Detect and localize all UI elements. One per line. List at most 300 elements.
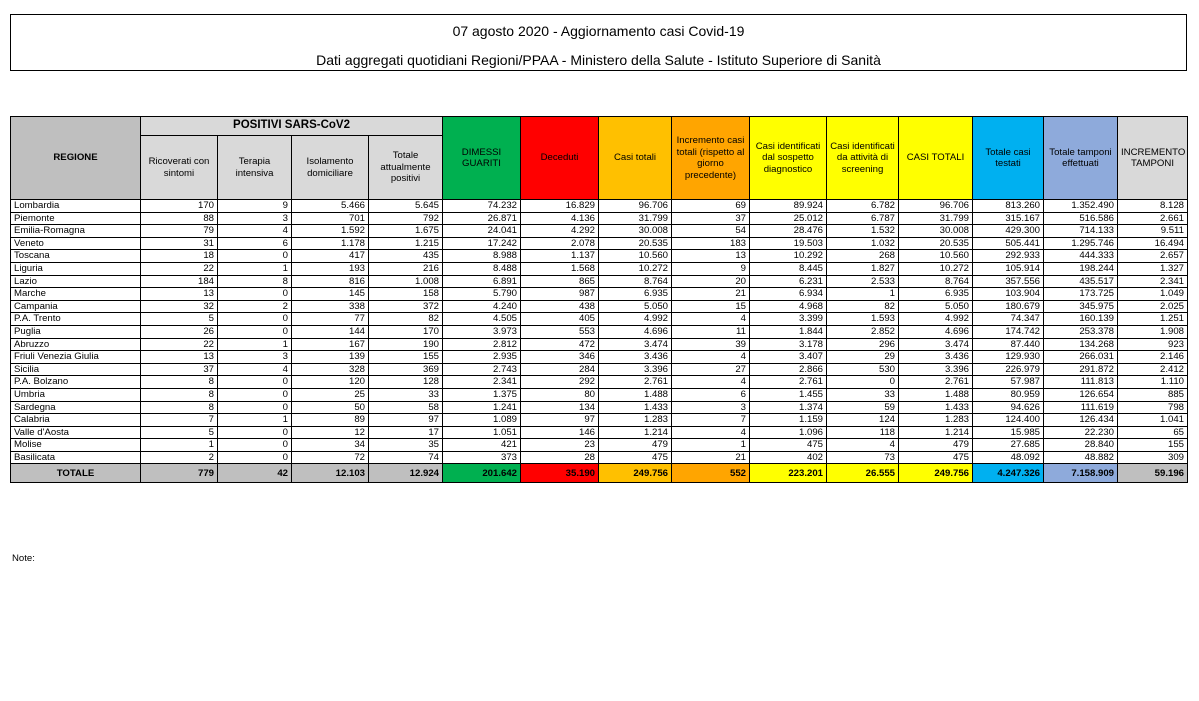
value-cell: 923 xyxy=(1118,338,1188,351)
value-cell: 8 xyxy=(218,275,292,288)
value-cell: 2.533 xyxy=(827,275,899,288)
value-cell: 59 xyxy=(827,401,899,414)
col-header-regione: REGIONE xyxy=(11,117,141,200)
value-cell: 22.230 xyxy=(1044,426,1118,439)
value-cell: 987 xyxy=(521,288,599,301)
value-cell: 37 xyxy=(672,212,750,225)
value-cell: 1.488 xyxy=(599,388,672,401)
value-cell: 10.560 xyxy=(899,250,973,263)
value-cell: 530 xyxy=(827,363,899,376)
value-cell: 17.242 xyxy=(443,237,521,250)
value-cell: 1.433 xyxy=(899,401,973,414)
value-cell: 253.378 xyxy=(1044,325,1118,338)
table-row xyxy=(11,212,1188,225)
value-cell: 26 xyxy=(141,325,218,338)
value-cell: 105.914 xyxy=(973,262,1044,275)
value-cell: 6.935 xyxy=(599,288,672,301)
value-cell: 435.517 xyxy=(1044,275,1118,288)
value-cell: 296 xyxy=(827,338,899,351)
value-cell: 4 xyxy=(672,426,750,439)
value-cell: 9 xyxy=(218,200,292,213)
value-cell: 174.742 xyxy=(973,325,1044,338)
value-cell: 346 xyxy=(521,351,599,364)
value-cell: 10.292 xyxy=(750,250,827,263)
value-cell: 1.110 xyxy=(1118,376,1188,389)
value-cell: 1.096 xyxy=(750,426,827,439)
table-row xyxy=(11,325,1188,338)
note-label: Note: xyxy=(12,553,35,564)
value-cell: 516.586 xyxy=(1044,212,1118,225)
value-cell: 5.645 xyxy=(369,200,443,213)
value-cell: 19.503 xyxy=(750,237,827,250)
col-header-casi-totali-upper: CASI TOTALI xyxy=(899,117,973,200)
value-cell: 2.341 xyxy=(443,376,521,389)
table-row xyxy=(11,363,1188,376)
value-cell: 134.268 xyxy=(1044,338,1118,351)
region-name-cell: Umbria xyxy=(11,388,141,401)
value-cell: 373 xyxy=(443,451,521,464)
value-cell: 1.532 xyxy=(827,225,899,238)
value-cell: 50 xyxy=(292,401,369,414)
table-row xyxy=(11,262,1188,275)
value-cell: 8.764 xyxy=(599,275,672,288)
table-row xyxy=(11,414,1188,427)
value-cell: 0 xyxy=(218,376,292,389)
value-cell: 1.214 xyxy=(899,426,973,439)
region-name-cell: Friuli Venezia Giulia xyxy=(11,351,141,364)
value-cell: 184 xyxy=(141,275,218,288)
value-cell: 553 xyxy=(521,325,599,338)
value-cell: 4.968 xyxy=(750,300,827,313)
value-cell: 813.260 xyxy=(973,200,1044,213)
value-cell: 33 xyxy=(369,388,443,401)
value-cell: 292 xyxy=(521,376,599,389)
value-cell: 4.136 xyxy=(521,212,599,225)
value-cell: 80.959 xyxy=(973,388,1044,401)
value-cell: 58 xyxy=(369,401,443,414)
region-name-cell: Toscana xyxy=(11,250,141,263)
value-cell: 3.399 xyxy=(750,313,827,326)
value-cell: 479 xyxy=(899,439,973,452)
value-cell: 8.128 xyxy=(1118,200,1188,213)
value-cell: 4 xyxy=(218,363,292,376)
value-cell: 1.214 xyxy=(599,426,672,439)
table-row xyxy=(11,338,1188,351)
value-cell: 25 xyxy=(292,388,369,401)
value-cell: 2 xyxy=(218,300,292,313)
covid-data-table xyxy=(10,116,1188,483)
value-cell: 160.139 xyxy=(1044,313,1118,326)
value-cell: 69 xyxy=(672,200,750,213)
value-cell: 27 xyxy=(672,363,750,376)
value-cell: 1.908 xyxy=(1118,325,1188,338)
value-cell: 2.146 xyxy=(1118,351,1188,364)
value-cell: 475 xyxy=(750,439,827,452)
value-cell: 5.050 xyxy=(599,300,672,313)
value-cell: 1.241 xyxy=(443,401,521,414)
col-header-sospetto-diagnostico: Casi identificati dal sospetto diagnostico xyxy=(750,117,827,200)
value-cell: 1.283 xyxy=(599,414,672,427)
value-cell: 714.133 xyxy=(1044,225,1118,238)
value-cell: 3.436 xyxy=(599,351,672,364)
value-cell: 479 xyxy=(599,439,672,452)
value-cell: 1.137 xyxy=(521,250,599,263)
region-name-cell: Lazio xyxy=(11,275,141,288)
value-cell: 1 xyxy=(141,439,218,452)
value-cell: 9 xyxy=(672,262,750,275)
total-value-cell: 249.756 xyxy=(599,464,672,483)
report-title-box xyxy=(10,14,1187,71)
total-value-cell: 223.201 xyxy=(750,464,827,483)
value-cell: 372 xyxy=(369,300,443,313)
value-cell: 89 xyxy=(292,414,369,427)
total-value-cell: 26.555 xyxy=(827,464,899,483)
value-cell: 77 xyxy=(292,313,369,326)
value-cell: 74 xyxy=(369,451,443,464)
value-cell: 126.434 xyxy=(1044,414,1118,427)
value-cell: 328 xyxy=(292,363,369,376)
value-cell: 2.866 xyxy=(750,363,827,376)
value-cell: 8.445 xyxy=(750,262,827,275)
totals-label: TOTALE xyxy=(11,464,141,483)
value-cell: 5.466 xyxy=(292,200,369,213)
value-cell: 145 xyxy=(292,288,369,301)
value-cell: 22 xyxy=(141,262,218,275)
value-cell: 10.272 xyxy=(599,262,672,275)
value-cell: 1 xyxy=(218,262,292,275)
value-cell: 1.352.490 xyxy=(1044,200,1118,213)
value-cell: 284 xyxy=(521,363,599,376)
total-value-cell: 201.642 xyxy=(443,464,521,483)
value-cell: 9.511 xyxy=(1118,225,1188,238)
value-cell: 1.568 xyxy=(521,262,599,275)
value-cell: 33 xyxy=(827,388,899,401)
value-cell: 1.159 xyxy=(750,414,827,427)
value-cell: 475 xyxy=(599,451,672,464)
value-cell: 4.292 xyxy=(521,225,599,238)
value-cell: 2.761 xyxy=(899,376,973,389)
value-cell: 18 xyxy=(141,250,218,263)
value-cell: 2.743 xyxy=(443,363,521,376)
value-cell: 0 xyxy=(218,250,292,263)
table-row xyxy=(11,275,1188,288)
value-cell: 3.474 xyxy=(599,338,672,351)
region-name-cell: P.A. Trento xyxy=(11,313,141,326)
value-cell: 20 xyxy=(672,275,750,288)
value-cell: 1.488 xyxy=(899,388,973,401)
value-cell: 292.933 xyxy=(973,250,1044,263)
region-name-cell: Calabria xyxy=(11,414,141,427)
region-name-cell: Basilicata xyxy=(11,451,141,464)
value-cell: 3 xyxy=(218,212,292,225)
value-cell: 118 xyxy=(827,426,899,439)
value-cell: 4 xyxy=(672,313,750,326)
table-row xyxy=(11,451,1188,464)
value-cell: 1.374 xyxy=(750,401,827,414)
value-cell: 57.987 xyxy=(973,376,1044,389)
value-cell: 79 xyxy=(141,225,218,238)
value-cell: 2.412 xyxy=(1118,363,1188,376)
col-header-incremento-casi: Incremento casi totali (rispetto al giorno precedente) xyxy=(672,117,750,200)
value-cell: 190 xyxy=(369,338,443,351)
total-value-cell: 12.103 xyxy=(292,464,369,483)
value-cell: 87.440 xyxy=(973,338,1044,351)
value-cell: 8 xyxy=(141,388,218,401)
value-cell: 23 xyxy=(521,439,599,452)
value-cell: 1.295.746 xyxy=(1044,237,1118,250)
value-cell: 48.092 xyxy=(973,451,1044,464)
value-cell: 8 xyxy=(141,401,218,414)
value-cell: 3.178 xyxy=(750,338,827,351)
value-cell: 291.872 xyxy=(1044,363,1118,376)
value-cell: 21 xyxy=(672,451,750,464)
total-value-cell: 7.158.909 xyxy=(1044,464,1118,483)
total-value-cell: 249.756 xyxy=(899,464,973,483)
value-cell: 798 xyxy=(1118,401,1188,414)
value-cell: 180.679 xyxy=(973,300,1044,313)
value-cell: 134 xyxy=(521,401,599,414)
value-cell: 0 xyxy=(218,426,292,439)
value-cell: 2.761 xyxy=(599,376,672,389)
value-cell: 345.975 xyxy=(1044,300,1118,313)
value-cell: 3.474 xyxy=(899,338,973,351)
value-cell: 170 xyxy=(369,325,443,338)
value-cell: 268 xyxy=(827,250,899,263)
value-cell: 24.041 xyxy=(443,225,521,238)
value-cell: 11 xyxy=(672,325,750,338)
value-cell: 16.829 xyxy=(521,200,599,213)
value-cell: 28 xyxy=(521,451,599,464)
value-cell: 2.812 xyxy=(443,338,521,351)
value-cell: 1.375 xyxy=(443,388,521,401)
value-cell: 5 xyxy=(141,313,218,326)
value-cell: 73 xyxy=(827,451,899,464)
region-name-cell: Campania xyxy=(11,300,141,313)
value-cell: 792 xyxy=(369,212,443,225)
value-cell: 26.871 xyxy=(443,212,521,225)
value-cell: 1.041 xyxy=(1118,414,1188,427)
value-cell: 48.882 xyxy=(1044,451,1118,464)
value-cell: 0 xyxy=(218,439,292,452)
value-cell: 16.494 xyxy=(1118,237,1188,250)
value-cell: 21 xyxy=(672,288,750,301)
table-row xyxy=(11,388,1188,401)
value-cell: 0 xyxy=(218,325,292,338)
value-cell: 4.696 xyxy=(599,325,672,338)
value-cell: 226.979 xyxy=(973,363,1044,376)
table-row xyxy=(11,313,1188,326)
value-cell: 3.396 xyxy=(899,363,973,376)
value-cell: 4 xyxy=(672,376,750,389)
value-cell: 13 xyxy=(141,351,218,364)
total-value-cell: 4.247.326 xyxy=(973,464,1044,483)
value-cell: 2.852 xyxy=(827,325,899,338)
col-header-casi-testati: Totale casi testati xyxy=(973,117,1044,200)
value-cell: 10.560 xyxy=(599,250,672,263)
total-value-cell: 42 xyxy=(218,464,292,483)
value-cell: 816 xyxy=(292,275,369,288)
value-cell: 89.924 xyxy=(750,200,827,213)
value-cell: 8 xyxy=(141,376,218,389)
total-value-cell: 779 xyxy=(141,464,218,483)
value-cell: 4.696 xyxy=(899,325,973,338)
value-cell: 72 xyxy=(292,451,369,464)
value-cell: 1.089 xyxy=(443,414,521,427)
value-cell: 37 xyxy=(141,363,218,376)
value-cell: 1.675 xyxy=(369,225,443,238)
value-cell: 13 xyxy=(672,250,750,263)
value-cell: 1.008 xyxy=(369,275,443,288)
value-cell: 0 xyxy=(218,401,292,414)
total-value-cell: 35.190 xyxy=(521,464,599,483)
value-cell: 1.215 xyxy=(369,237,443,250)
value-cell: 1.283 xyxy=(899,414,973,427)
value-cell: 8.764 xyxy=(899,275,973,288)
value-cell: 15.985 xyxy=(973,426,1044,439)
value-cell: 472 xyxy=(521,338,599,351)
value-cell: 111.619 xyxy=(1044,401,1118,414)
value-cell: 505.441 xyxy=(973,237,1044,250)
table-row xyxy=(11,225,1188,238)
value-cell: 3.407 xyxy=(750,351,827,364)
value-cell: 6 xyxy=(672,388,750,401)
value-cell: 3.436 xyxy=(899,351,973,364)
value-cell: 124.400 xyxy=(973,414,1044,427)
col-header-screening: Casi identificati da attività di screening xyxy=(827,117,899,200)
value-cell: 158 xyxy=(369,288,443,301)
value-cell: 444.333 xyxy=(1044,250,1118,263)
value-cell: 129.930 xyxy=(973,351,1044,364)
total-value-cell: 59.196 xyxy=(1118,464,1188,483)
value-cell: 421 xyxy=(443,439,521,452)
region-name-cell: Liguria xyxy=(11,262,141,275)
report-subtitle: Dati aggregati quotidiani Regioni/PPAA - Ministero della Salute - Istituto Superiore di Sanità xyxy=(316,52,881,68)
value-cell: 183 xyxy=(672,237,750,250)
value-cell: 17 xyxy=(369,426,443,439)
group-header-positivi: POSITIVI SARS-CoV2 xyxy=(141,117,443,136)
value-cell: 417 xyxy=(292,250,369,263)
value-cell: 4.505 xyxy=(443,313,521,326)
region-name-cell: P.A. Bolzano xyxy=(11,376,141,389)
value-cell: 146 xyxy=(521,426,599,439)
value-cell: 31.799 xyxy=(599,212,672,225)
value-cell: 10.272 xyxy=(899,262,973,275)
value-cell: 266.031 xyxy=(1044,351,1118,364)
value-cell: 15 xyxy=(672,300,750,313)
value-cell: 31.799 xyxy=(899,212,973,225)
value-cell: 5.790 xyxy=(443,288,521,301)
value-cell: 1.592 xyxy=(292,225,369,238)
region-name-cell: Sardegna xyxy=(11,401,141,414)
value-cell: 173.725 xyxy=(1044,288,1118,301)
value-cell: 120 xyxy=(292,376,369,389)
total-value-cell: 552 xyxy=(672,464,750,483)
value-cell: 5.050 xyxy=(899,300,973,313)
value-cell: 167 xyxy=(292,338,369,351)
value-cell: 1.593 xyxy=(827,313,899,326)
table-row xyxy=(11,200,1188,213)
value-cell: 6.231 xyxy=(750,275,827,288)
value-cell: 30.008 xyxy=(599,225,672,238)
value-cell: 701 xyxy=(292,212,369,225)
value-cell: 1.032 xyxy=(827,237,899,250)
value-cell: 1.455 xyxy=(750,388,827,401)
value-cell: 88 xyxy=(141,212,218,225)
value-cell: 1.327 xyxy=(1118,262,1188,275)
value-cell: 315.167 xyxy=(973,212,1044,225)
value-cell: 2.078 xyxy=(521,237,599,250)
value-cell: 32 xyxy=(141,300,218,313)
value-cell: 155 xyxy=(369,351,443,364)
region-name-cell: Abruzzo xyxy=(11,338,141,351)
value-cell: 1.844 xyxy=(750,325,827,338)
value-cell: 96.706 xyxy=(599,200,672,213)
value-cell: 4 xyxy=(827,439,899,452)
value-cell: 6.782 xyxy=(827,200,899,213)
value-cell: 2 xyxy=(141,451,218,464)
value-cell: 1 xyxy=(218,414,292,427)
value-cell: 4.240 xyxy=(443,300,521,313)
table-row xyxy=(11,376,1188,389)
col-header-tamponi: Totale tamponi effettuati xyxy=(1044,117,1118,200)
value-cell: 405 xyxy=(521,313,599,326)
value-cell: 2.341 xyxy=(1118,275,1188,288)
col-header-totale-positivi: Totale attualmente positivi xyxy=(369,136,443,200)
total-value-cell: 12.924 xyxy=(369,464,443,483)
value-cell: 39 xyxy=(672,338,750,351)
value-cell: 3.396 xyxy=(599,363,672,376)
value-cell: 6 xyxy=(218,237,292,250)
value-cell: 7 xyxy=(672,414,750,427)
totals-row xyxy=(11,464,1188,483)
value-cell: 31 xyxy=(141,237,218,250)
value-cell: 97 xyxy=(521,414,599,427)
value-cell: 124 xyxy=(827,414,899,427)
col-header-incremento-tamponi: INCREMENTO TAMPONI xyxy=(1118,117,1188,200)
table-row xyxy=(11,426,1188,439)
value-cell: 4 xyxy=(672,351,750,364)
value-cell: 0 xyxy=(827,376,899,389)
value-cell: 6.891 xyxy=(443,275,521,288)
value-cell: 97 xyxy=(369,414,443,427)
value-cell: 111.813 xyxy=(1044,376,1118,389)
value-cell: 13 xyxy=(141,288,218,301)
value-cell: 0 xyxy=(218,451,292,464)
value-cell: 0 xyxy=(218,313,292,326)
region-name-cell: Piemonte xyxy=(11,212,141,225)
value-cell: 94.626 xyxy=(973,401,1044,414)
value-cell: 54 xyxy=(672,225,750,238)
value-cell: 309 xyxy=(1118,451,1188,464)
value-cell: 1.433 xyxy=(599,401,672,414)
col-header-deceduti: Deceduti xyxy=(521,117,599,200)
value-cell: 6.935 xyxy=(899,288,973,301)
value-cell: 20.535 xyxy=(899,237,973,250)
region-name-cell: Valle d'Aosta xyxy=(11,426,141,439)
value-cell: 0 xyxy=(218,288,292,301)
value-cell: 6.934 xyxy=(750,288,827,301)
value-cell: 369 xyxy=(369,363,443,376)
value-cell: 20.535 xyxy=(599,237,672,250)
value-cell: 6.787 xyxy=(827,212,899,225)
table-row xyxy=(11,237,1188,250)
value-cell: 139 xyxy=(292,351,369,364)
region-name-cell: Marche xyxy=(11,288,141,301)
value-cell: 12 xyxy=(292,426,369,439)
table-row xyxy=(11,401,1188,414)
value-cell: 429.300 xyxy=(973,225,1044,238)
value-cell: 35 xyxy=(369,439,443,452)
